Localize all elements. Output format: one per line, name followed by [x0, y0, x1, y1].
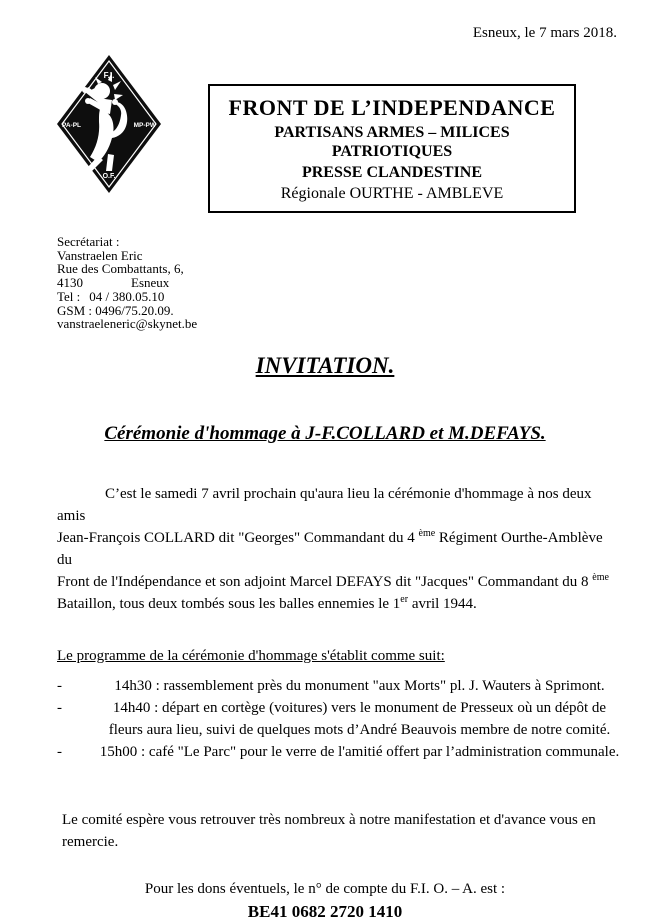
- paragraph-text: Front de l'Indépendance et son adjoint Marcel DEFAYS dit "Jacques" Commandant du 8: [57, 573, 593, 590]
- secretariat-city-line: [57, 276, 650, 290]
- invitation-title-text: INVITATION.: [255, 352, 395, 378]
- organization-name: FRONT DE L’INDEPENDANCE: [228, 95, 556, 120]
- secretariat-contact-name: Vanstraelen Eric: [57, 247, 143, 263]
- ceremony-title: [0, 423, 650, 445]
- list-dash: -: [57, 699, 62, 716]
- program-item-text: 14h30 : rassemblement près du monument "aux Morts" pl. J. Wauters à Sprimont.: [114, 677, 605, 694]
- paragraph-line-2: [57, 527, 620, 549]
- city: Esneux: [131, 275, 170, 291]
- program-item-text: 14h40 : départ en cortège (voitures) vers le monument de Presseux où un dépôt de fleurs aura lieu, suivi de quelques mots d’André Beauvois membre de notre comité.: [108, 699, 611, 738]
- paragraph-line-5: [57, 593, 620, 615]
- front-independance-emblem-icon: [56, 54, 162, 194]
- postal-code: 4130: [57, 275, 83, 291]
- tel-number: 04 / 380.05.10: [89, 288, 165, 304]
- program-list: [57, 675, 620, 763]
- paragraph-line-3: du: [57, 551, 72, 568]
- organization-region: Régionale OURTHE - AMBLEVE: [280, 185, 504, 202]
- emblem-left-label: PA-PL: [62, 122, 82, 129]
- paragraph-text: Bataillon, tous deux tombés sous les balles ennemies le 1: [57, 595, 401, 612]
- donation-intro: Pour les dons éventuels, le n° de compte du F.I. O. – A. est :: [144, 880, 506, 897]
- paragraph-text: Régiment Ourthe-Amblève: [435, 529, 603, 546]
- closing-line-2: remercie.: [62, 833, 119, 850]
- secretariat-tel-line: [57, 290, 650, 304]
- tel-label: Tel :: [57, 288, 81, 304]
- program-item: [57, 675, 620, 697]
- closing-line-1: Le comité espère vous retrouver très nombreux à notre manifestation et d'avance vous en: [62, 811, 596, 828]
- paragraph-text: avril 1944.: [408, 595, 477, 612]
- program-heading: [57, 645, 620, 667]
- list-dash: -: [57, 677, 62, 694]
- paragraph-line-4: [57, 571, 620, 593]
- program-item-text: 15h00 : café "Le Parc" pour le verre de l'amitié offert par l’administration communale.: [99, 743, 620, 760]
- program-item: [57, 741, 620, 763]
- ceremony-title-text: Cérémonie d'hommage à J-F.COLLARD et M.DEFAYS.: [104, 422, 546, 444]
- emblem-right-label: MP-PW: [133, 122, 156, 129]
- emblem-top-label: F.I.: [103, 71, 115, 80]
- organization-header-box: [208, 84, 576, 213]
- closing-paragraph: [62, 809, 620, 853]
- ordinal-superscript: ème: [592, 571, 609, 583]
- ordinal-superscript: ème: [418, 527, 436, 539]
- secretariat-street: Rue des Combattants, 6,: [57, 261, 184, 277]
- secretariat-block: [57, 235, 650, 331]
- organization-subtitle-1: PARTISANS ARMES – MILICES PATRIOTIQUES: [274, 124, 510, 160]
- paragraph-text: Jean-François COLLARD dit "Georges" Commandant du 4: [57, 529, 419, 546]
- program-item: [57, 697, 620, 741]
- organization-subtitle-2: PRESSE CLANDESTINE: [301, 164, 483, 181]
- paragraph-line-1: C’est le samedi 7 avril prochain qu'aura lieu la cérémonie d'hommage à nos deux amis: [57, 485, 592, 524]
- list-dash: -: [57, 743, 62, 760]
- secretariat-email: vanstraeleneric@skynet.be: [57, 316, 198, 332]
- body-paragraph: [57, 483, 620, 615]
- secretariat-label: Secrétariat :: [57, 234, 120, 249]
- emblem-bottom-label: O.F.: [102, 173, 116, 180]
- program-heading-text: Le programme de la cérémonie d'hommage s'établit comme suit:: [57, 647, 445, 664]
- donation-account-number: BE41 0682 2720 1410: [247, 901, 403, 920]
- ordinal-superscript: er: [400, 593, 409, 605]
- date-line: Esneux, le 7 mars 2018.: [472, 25, 617, 41]
- secretariat-gsm-line: GSM : 0496/75.20.09.: [57, 302, 174, 318]
- invitation-title: [0, 353, 650, 379]
